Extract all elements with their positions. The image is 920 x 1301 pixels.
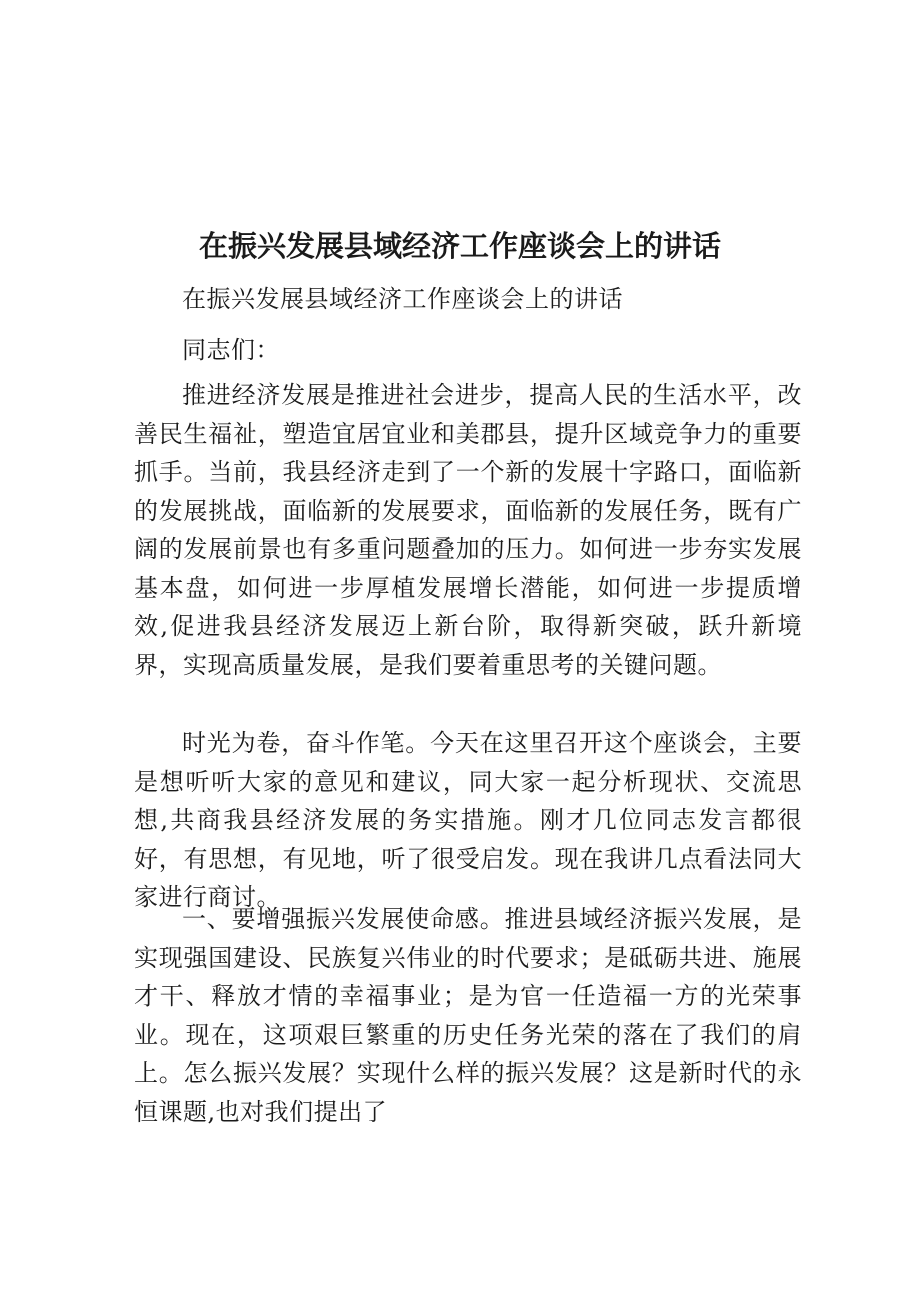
document-subtitle: 在振兴发展县域经济工作座谈会上的讲话 — [182, 285, 623, 313]
salutation: 同志们： — [182, 336, 280, 364]
paragraph-intro: 推进经济发展是推进社会进步，提高人民的生活水平，改善民生福祉，塑造宜居宜业和美郡县，提升区域竞争力的重要抓手。当前，我县经济走到了一个新的发展十字路口，面临新的发展挑战，面临新的发展要求，面临新的发展任务，既有广阔的发展前景也有多重问题叠加的压力。如何进一步夯实发展基本盘，如何进一步厚植发展增长潜能，如何进一步提质增效,促进我县经济发展迈上新台阶，取得新突破，跃升新境界，实现高质量发展，是我们要着重思考的关键问题。 — [134, 381, 802, 679]
document-title: 在振兴发展县域经济工作座谈会上的讲话 — [198, 229, 721, 263]
paragraph-purpose: 时光为卷，奋斗作笔。今天在这里召开这个座谈会，主要是想听听大家的意见和建议，同大家一起分析现状、交流思想,共商我县经济发展的务实措施。刚才几位同志发言都很好，有思想，有见地，听了很受启发。现在我讲几点看法同大家进行商讨。 — [134, 729, 802, 911]
paragraph-section-one: 一、要增强振兴发展使命感。推进县域经济振兴发展，是实现强国建设、民族复兴伟业的时代要求；是砥砺共进、施展才干、释放才情的幸福事业；是为官一任造福一方的光荣事业。现在，这项艰巨繁重的历史任务光荣的落在了我们的肩上。怎么振兴发展？实现什么样的振兴发展？这是新时代的永恒课题,也对我们提出了 — [134, 905, 802, 1126]
